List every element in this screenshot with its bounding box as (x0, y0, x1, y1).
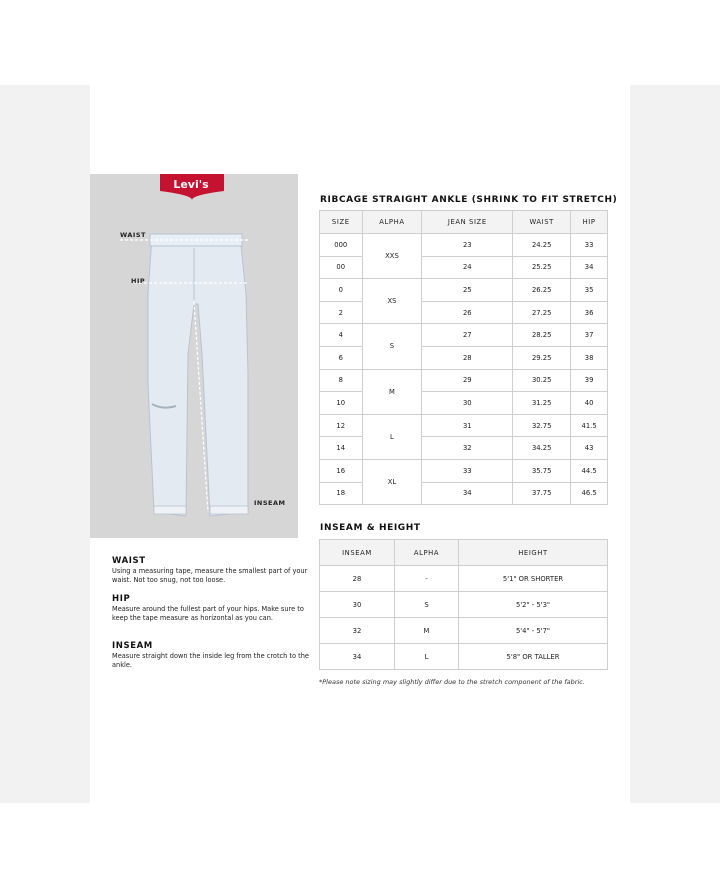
waist-cell: 24.25 (513, 234, 571, 257)
column-header-waist: WAIST (513, 211, 571, 234)
hip-cell: 33 (571, 234, 608, 257)
jean-size-cell: 27 (422, 324, 513, 347)
inseam-guide-title: INSEAM (112, 641, 153, 651)
height-cell: 5'2" - 5'3" (458, 592, 607, 618)
table-row (320, 459, 608, 482)
jean-size-cell: 24 (422, 256, 513, 279)
inseam-chart-title: INSEAM & HEIGHT (320, 523, 421, 533)
table-row (320, 414, 608, 437)
hip-label: HIP (131, 277, 146, 285)
alpha-cell: XS (362, 279, 422, 324)
waist-guide-title: WAIST (112, 556, 146, 566)
jean-size-cell: 28 (422, 346, 513, 369)
inseam-label: INSEAM (254, 499, 286, 507)
size-cell: 18 (320, 482, 363, 505)
table-row (320, 566, 608, 592)
size-cell: 000 (320, 234, 363, 257)
inseam-chart-table (319, 539, 608, 670)
alpha-cell: L (362, 414, 422, 459)
inseam-cell: 34 (320, 644, 395, 670)
footnote: *Please note sizing may slightly differ due to the stretch component of the fabric. (319, 678, 585, 686)
inseam-cell: 28 (320, 566, 395, 592)
column-header-jean-size: JEAN SIZE (422, 211, 513, 234)
size-chart-table (319, 210, 608, 505)
size-cell: 10 (320, 392, 363, 415)
waist-guide (112, 556, 312, 585)
inseam-guide-text: Measure straight down the inside leg from the crotch to the ankle. (112, 652, 309, 669)
size-cell: 6 (320, 346, 363, 369)
waist-cell: 25.25 (513, 256, 571, 279)
hip-cell: 41.5 (571, 414, 608, 437)
hip-guide-title: HIP (112, 594, 131, 604)
size-cell: 14 (320, 437, 363, 460)
size-chart-header-row (320, 211, 608, 234)
inseam-guide (112, 641, 312, 670)
waist-cell: 26.25 (513, 279, 571, 302)
column-header-height: HEIGHT (458, 540, 607, 566)
right-side-margin (630, 85, 720, 803)
hip-cell: 35 (571, 279, 608, 302)
hip-guide (112, 594, 312, 623)
inseam-cell: 30 (320, 592, 395, 618)
waist-cell: 27.25 (513, 301, 571, 324)
hip-cell: 40 (571, 392, 608, 415)
hip-guide-text: Measure around the fullest part of your hips. Make sure to keep the tape measure as horizontal as you can. (112, 605, 304, 622)
inseam-cell: 32 (320, 618, 395, 644)
jean-size-cell: 34 (422, 482, 513, 505)
jean-size-cell: 30 (422, 392, 513, 415)
table-row (320, 234, 608, 257)
jean-size-cell: 32 (422, 437, 513, 460)
height-cell: 5'4" - 5'7" (458, 618, 607, 644)
size-cell: 4 (320, 324, 363, 347)
waist-cell: 37.75 (513, 482, 571, 505)
alpha-cell: S (394, 592, 458, 618)
jean-size-cell: 29 (422, 369, 513, 392)
hip-cell: 34 (571, 256, 608, 279)
alpha-cell: S (362, 324, 422, 369)
hip-cell: 38 (571, 346, 608, 369)
table-row (320, 644, 608, 670)
hip-cell: 44.5 (571, 459, 608, 482)
waist-label: WAIST (120, 231, 146, 239)
size-cell: 2 (320, 301, 363, 324)
waist-cell: 35.75 (513, 459, 571, 482)
jeans-drawing (90, 174, 298, 538)
jean-size-cell: 33 (422, 459, 513, 482)
inseam-chart-header-row (320, 540, 608, 566)
waist-cell: 29.25 (513, 346, 571, 369)
hip-cell: 39 (571, 369, 608, 392)
jeans-illustration-panel (90, 174, 298, 538)
column-header-size: SIZE (320, 211, 363, 234)
height-cell: 5'1" OR SHORTER (458, 566, 607, 592)
hip-cell: 43 (571, 437, 608, 460)
size-cell: 8 (320, 369, 363, 392)
size-cell: 12 (320, 414, 363, 437)
left-side-margin (0, 85, 90, 803)
waist-guide-text: Using a measuring tape, measure the smallest part of your waist. Not too snug, not too loose. (112, 567, 308, 584)
waist-cell: 34.25 (513, 437, 571, 460)
alpha-cell: XXS (362, 234, 422, 279)
size-cell: 16 (320, 459, 363, 482)
height-cell: 5'8" OR TALLER (458, 644, 607, 670)
jean-size-cell: 23 (422, 234, 513, 257)
hip-cell: 36 (571, 301, 608, 324)
size-cell: 0 (320, 279, 363, 302)
jean-size-cell: 25 (422, 279, 513, 302)
alpha-cell: XL (362, 459, 422, 504)
table-row (320, 279, 608, 302)
jean-size-cell: 31 (422, 414, 513, 437)
alpha-cell: M (394, 618, 458, 644)
column-header-hip: HIP (571, 211, 608, 234)
table-row (320, 592, 608, 618)
size-chart-title: RIBCAGE STRAIGHT ANKLE (SHRINK TO FIT STRETCH) (320, 195, 618, 205)
waist-cell: 28.25 (513, 324, 571, 347)
waist-cell: 32.75 (513, 414, 571, 437)
waist-cell: 30.25 (513, 369, 571, 392)
column-header-inseam: INSEAM (320, 540, 395, 566)
table-row (320, 369, 608, 392)
waist-cell: 31.25 (513, 392, 571, 415)
levis-logo-text: Levi's (173, 178, 209, 191)
column-header-alpha: ALPHA (394, 540, 458, 566)
hip-cell: 37 (571, 324, 608, 347)
table-row (320, 618, 608, 644)
jean-size-cell: 26 (422, 301, 513, 324)
hip-cell: 46.5 (571, 482, 608, 505)
alpha-cell: - (394, 566, 458, 592)
table-row (320, 324, 608, 347)
size-cell: 00 (320, 256, 363, 279)
column-header-alpha: ALPHA (362, 211, 422, 234)
alpha-cell: M (362, 369, 422, 414)
alpha-cell: L (394, 644, 458, 670)
